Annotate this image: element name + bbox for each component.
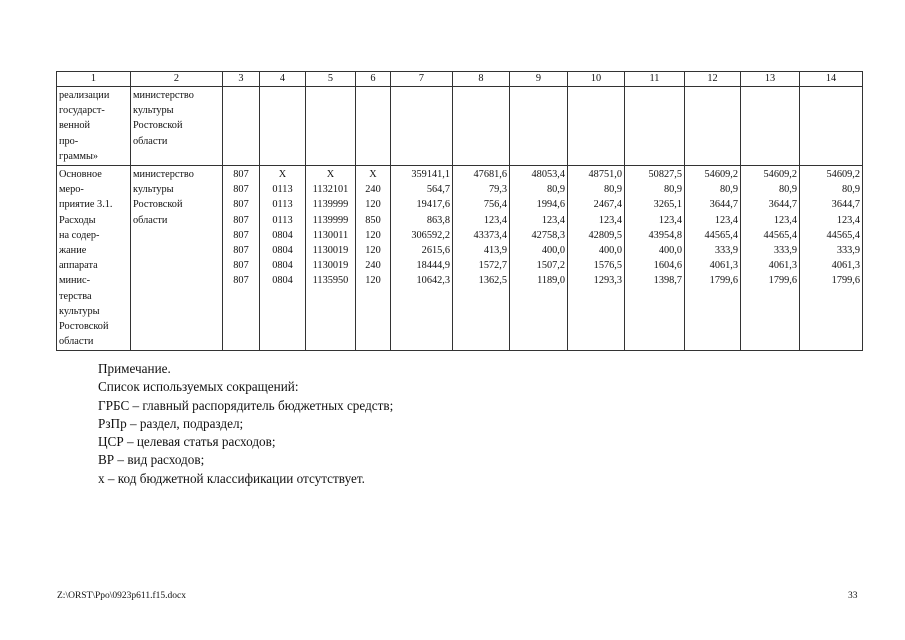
cell-line: 80,9: [603, 184, 622, 196]
cell-line: области: [59, 336, 94, 348]
cell-line: 48751,0: [588, 169, 622, 181]
cell-line: 80,9: [719, 184, 738, 196]
cell-line: 359141,1: [411, 169, 450, 181]
cell-line: терства: [59, 290, 92, 302]
cell-line: 333,9: [836, 245, 860, 257]
cell-values-col7: [391, 166, 453, 351]
cell-values-col8: [453, 166, 510, 351]
cell-line: 120: [365, 275, 381, 287]
cell-line: 807: [233, 245, 249, 257]
cell-line: минис-: [59, 275, 91, 287]
cell-line: 1576,5: [593, 260, 622, 272]
cell-line: 1132101: [312, 184, 349, 196]
cell-line: 4061,3: [768, 260, 797, 272]
cell-line: 47681,6: [473, 169, 507, 181]
cell-line: 80,9: [546, 184, 565, 196]
cell-line: 54609,2: [763, 169, 797, 181]
cell-line: 564,7: [426, 184, 450, 196]
header-col-3: 3: [223, 72, 260, 87]
cell-line: 3644,7: [768, 199, 797, 211]
cell-line: 43954,8: [648, 229, 682, 241]
cell-line: 123,4: [773, 214, 797, 226]
empty-cell: [306, 87, 356, 166]
empty-cell: [391, 87, 453, 166]
cell-line: 0113: [272, 214, 293, 226]
cell-line: 0113: [272, 199, 293, 211]
empty-cell: [568, 87, 625, 166]
empty-cell: [510, 87, 568, 166]
cell-line: 4061,3: [709, 260, 738, 272]
cell-line: 80,9: [778, 184, 797, 196]
header-col-14: 14: [800, 72, 863, 87]
cell-line: про-: [59, 135, 79, 147]
cell-line: 0113: [272, 184, 293, 196]
cell-line: 1799,6: [709, 275, 738, 287]
cell-values-col9: [510, 166, 568, 351]
cell-line: 54609,2: [704, 169, 738, 181]
cell-line: 333,9: [714, 245, 738, 257]
cell-line: 850: [365, 214, 381, 226]
cell-line: 1799,6: [768, 275, 797, 287]
cell-line: 306592,2: [411, 229, 450, 241]
cell-line: 3644,7: [831, 199, 860, 211]
cell-line: 807: [233, 169, 249, 181]
cell-line: 43373,4: [473, 229, 507, 241]
cell-line: 120: [365, 245, 381, 257]
cell-vr-codes: [356, 166, 391, 351]
cell-line: 1572,7: [478, 260, 507, 272]
cell-line: 0804: [272, 229, 293, 241]
header-col-2: 2: [131, 72, 223, 87]
cell-line: Ростовской: [59, 321, 109, 333]
empty-cell: [260, 87, 306, 166]
empty-cell: [223, 87, 260, 166]
cell-line: 1507,2: [536, 260, 565, 272]
cell-values-col11: [625, 166, 685, 351]
cell-line: 756,4: [483, 199, 507, 211]
cell-line: 123,4: [598, 214, 622, 226]
table-header-row: [57, 72, 863, 87]
cell-grbs-codes: [223, 166, 260, 351]
cell-line: 807: [233, 199, 249, 211]
header-col-5: 5: [306, 72, 356, 87]
notes-line: ВР – вид расходов;: [98, 452, 205, 468]
empty-cell: [800, 87, 863, 166]
cell-line: 1293,3: [593, 275, 622, 287]
footer-file-path: Z:\ORST\Ppo\0923p611.f15.docx: [57, 591, 186, 601]
cell-line: области: [133, 214, 168, 226]
cell-line: 400,0: [658, 245, 682, 257]
header-col-9: 9: [510, 72, 568, 87]
cell-line: 10642,3: [416, 275, 450, 287]
empty-cell: [356, 87, 391, 166]
cell-line: 1362,5: [478, 275, 507, 287]
cell-line: 1130019: [312, 245, 349, 257]
cell-line: государст-: [59, 105, 105, 117]
cell-line: 48053,4: [531, 169, 565, 181]
header-col-11: 11: [625, 72, 685, 87]
cell-line: 1189,0: [537, 275, 565, 287]
cell-line: 863,8: [426, 214, 450, 226]
cell-program-name: [57, 87, 131, 166]
cell-line: 123,4: [541, 214, 565, 226]
cell-line: 120: [365, 229, 381, 241]
cell-line: 0804: [272, 245, 293, 257]
cell-line: венной: [59, 120, 91, 132]
cell-line: 807: [233, 184, 249, 196]
cell-line: Основное: [59, 169, 102, 181]
cell-values-col12: [685, 166, 741, 351]
table-row-continuation: [57, 87, 863, 166]
cell-line: министерство: [133, 90, 194, 101]
cell-values-col14: [800, 166, 863, 351]
header-col-1: 1: [57, 72, 131, 87]
cell-line: Х: [369, 169, 377, 181]
cell-line: 42758,3: [531, 229, 565, 241]
cell-values-col10: [568, 166, 625, 351]
cell-line: Х: [278, 169, 287, 181]
budget-table: [56, 71, 863, 351]
cell-line: 50827,5: [648, 169, 682, 181]
cell-line: аппарата: [59, 260, 98, 272]
cell-line: 123,4: [836, 214, 860, 226]
notes-section: [98, 360, 393, 488]
cell-line: культуры: [59, 305, 100, 317]
empty-cell: [625, 87, 685, 166]
cell-line: культуры: [133, 184, 174, 196]
cell-activity-name: [57, 166, 131, 351]
cell-line: 1139999: [312, 214, 349, 226]
cell-line: 807: [233, 214, 249, 226]
notes-line: ЦСР – целевая статья расходов;: [98, 434, 276, 450]
cell-line: 80,9: [663, 184, 682, 196]
cell-line: жание: [59, 245, 87, 257]
header-col-12: 12: [685, 72, 741, 87]
header-col-7: 7: [391, 72, 453, 87]
cell-line: 54609,2: [826, 169, 860, 181]
cell-line: 1398,7: [653, 275, 682, 287]
cell-line: 400,0: [541, 245, 565, 257]
notes-line: ГРБС – главный распорядитель бюджетных средств;: [98, 397, 394, 413]
cell-line: 240: [365, 184, 381, 196]
cell-line: 19417,6: [416, 199, 450, 211]
cell-line: 3265,1: [653, 199, 682, 211]
cell-line: 1799,6: [831, 275, 860, 287]
cell-line: министерство: [133, 169, 194, 181]
table-row-main-activity: [57, 166, 863, 351]
cell-line: Ростовской: [133, 120, 183, 132]
header-col-8: 8: [453, 72, 510, 87]
cell-line: 120: [365, 199, 381, 211]
cell-line: 123,4: [658, 214, 682, 226]
cell-line: 1139999: [312, 199, 349, 211]
cell-line: 333,9: [773, 245, 797, 257]
cell-line: 1130019: [312, 260, 349, 272]
cell-line: на содер-: [59, 229, 100, 241]
cell-line: 2467,4: [593, 199, 622, 211]
header-col-6: 6: [356, 72, 391, 87]
cell-line: 42809,5: [588, 229, 622, 241]
cell-executor: [131, 87, 223, 166]
cell-line: 1994,6: [536, 199, 565, 211]
cell-line: 44565,4: [826, 229, 860, 241]
notes-line: х – код бюджетной классификации отсутствует.: [98, 470, 365, 486]
cell-line: 240: [365, 260, 381, 272]
cell-line: реализации: [59, 90, 110, 101]
cell-line: 0804: [272, 275, 293, 287]
cell-line: 79,3: [488, 184, 507, 196]
notes-title: Примечание.: [98, 361, 171, 376]
cell-rzpr-codes: [260, 166, 306, 351]
cell-line: Ростовской: [133, 199, 183, 211]
footer-page-number: 33: [848, 591, 858, 601]
cell-line: меро-: [59, 184, 84, 196]
cell-line: 1130011: [312, 229, 349, 241]
header-col-4: 4: [260, 72, 306, 87]
cell-line: 4061,3: [831, 260, 860, 272]
cell-values-col13: [741, 166, 800, 351]
cell-line: 1604,6: [653, 260, 682, 272]
empty-cell: [453, 87, 510, 166]
cell-line: 3644,7: [709, 199, 738, 211]
cell-line: 44565,4: [763, 229, 797, 241]
cell-csr-codes: [306, 166, 356, 351]
empty-cell: [685, 87, 741, 166]
cell-line: 1135950: [312, 275, 349, 287]
cell-executor: [131, 166, 223, 351]
cell-line: 123,4: [483, 214, 507, 226]
cell-line: культуры: [133, 105, 174, 117]
notes-line: Список используемых сокращений:: [98, 379, 299, 395]
header-col-10: 10: [568, 72, 625, 87]
notes-line: РзПр – раздел, подраздел;: [98, 415, 244, 431]
empty-cell: [741, 87, 800, 166]
cell-line: Х: [326, 169, 335, 181]
header-col-13: 13: [741, 72, 800, 87]
cell-line: области: [133, 135, 168, 147]
cell-line: 0804: [272, 260, 293, 272]
cell-line: приятие 3.1.: [59, 199, 113, 211]
cell-line: 807: [233, 275, 249, 287]
cell-line: 2615,6: [421, 245, 450, 257]
cell-line: 44565,4: [704, 229, 738, 241]
cell-line: 807: [233, 260, 249, 272]
cell-line: 400,0: [598, 245, 622, 257]
cell-line: граммы»: [59, 150, 99, 162]
cell-line: 413,9: [483, 245, 507, 257]
cell-line: 80,9: [841, 184, 860, 196]
cell-line: 807: [233, 229, 249, 241]
cell-line: 18444,9: [416, 260, 450, 272]
cell-line: Расходы: [59, 214, 96, 226]
cell-line: 123,4: [714, 214, 738, 226]
